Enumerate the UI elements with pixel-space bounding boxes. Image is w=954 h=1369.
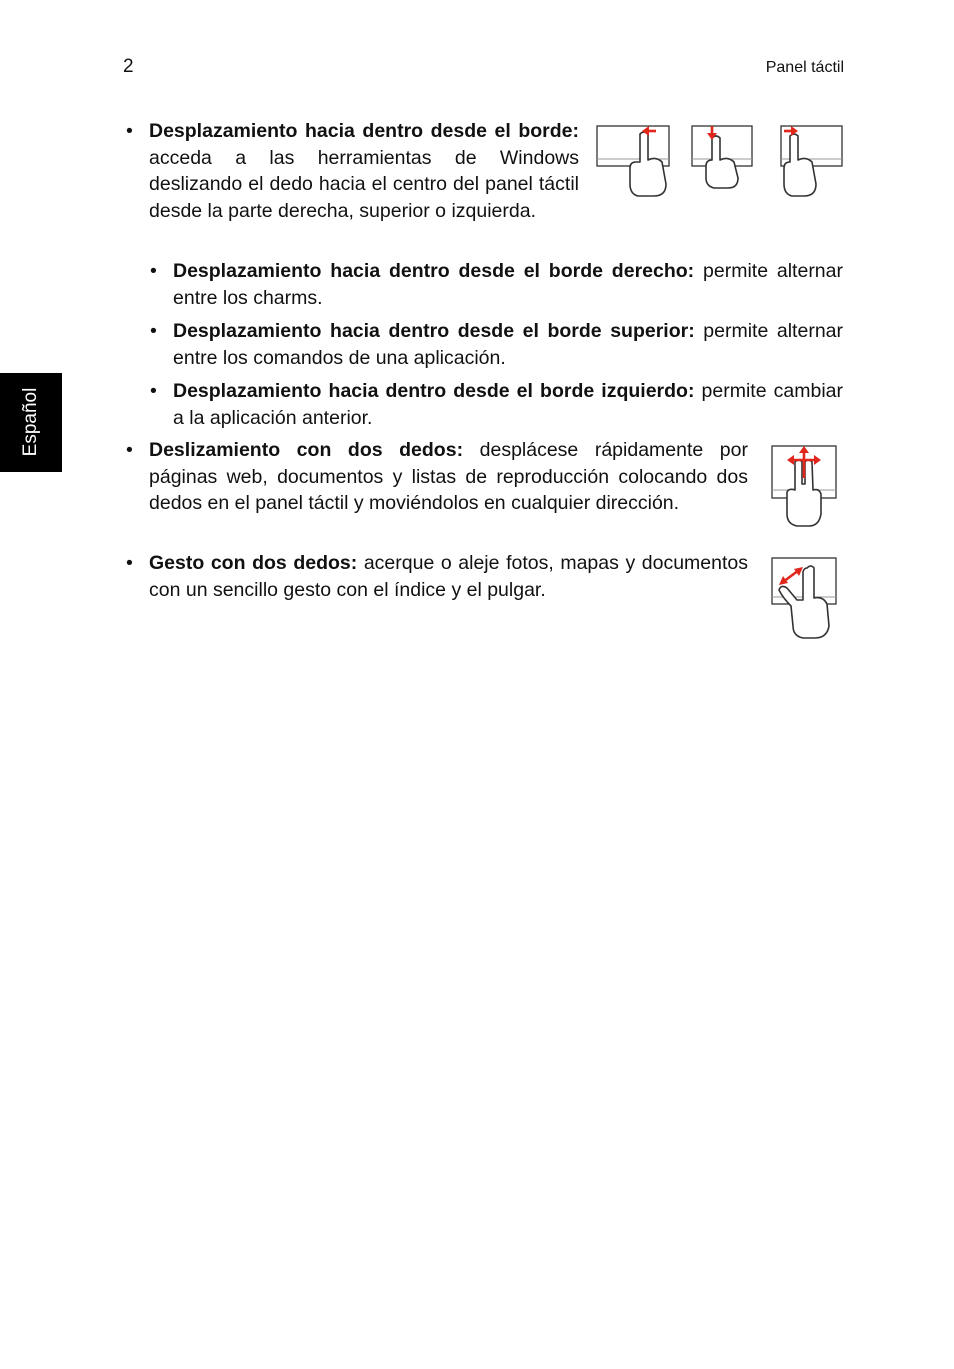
item-description: desplácese rápidamente por páginas web, documentos y listas de reproducción colocando dos dedos en el panel táctil y moviéndolos en cualquier dirección.	[149, 439, 748, 514]
item-description: permite alternar entre los comandos de una aplicación.	[173, 320, 843, 369]
pinch-zoom-icon	[771, 556, 839, 640]
language-tab-label: Español	[20, 387, 41, 457]
item-term: Desplazamiento hacia dentro desde el borde:	[149, 120, 579, 142]
item-term: Deslizamiento con dos dedos:	[149, 439, 464, 461]
bullet-marker: •	[150, 260, 157, 282]
list-item-top-edge	[150, 318, 843, 371]
list-item-edge-swipe	[126, 118, 579, 224]
bullet-marker: •	[150, 320, 157, 342]
swipe-top-edge-icon	[690, 124, 754, 190]
swipe-left-edge-icon	[780, 124, 844, 198]
page-number: 2	[123, 56, 134, 77]
item-description: acceda a las herramientas de Windows deslizando el dedo hacia el centro del panel táctil desde la parte derecha, superior o izquierda.	[149, 146, 579, 222]
language-tab	[0, 373, 62, 472]
two-finger-scroll-icon	[771, 444, 839, 528]
header-title: Panel táctil	[765, 59, 844, 76]
bullet-marker: •	[126, 120, 133, 142]
item-term: Desplazamiento hacia dentro desde el borde izquierdo:	[173, 380, 695, 402]
item-description: permite cambiar a la aplicación anterior.	[173, 380, 844, 429]
bullet-marker: •	[126, 552, 133, 574]
item-description: acerque o aleje fotos, mapas y documentos con un sencillo gesto con el índice y el pulgar.	[149, 552, 748, 601]
list-item-pinch	[126, 550, 748, 603]
list-item-right-edge	[150, 258, 843, 311]
bullet-marker: •	[126, 439, 133, 461]
bullet-marker: •	[150, 380, 157, 402]
swipe-right-edge-icon	[596, 124, 672, 198]
list-item-two-finger-scroll	[126, 437, 748, 517]
item-term: Desplazamiento hacia dentro desde el borde derecho:	[173, 260, 695, 282]
item-term: Gesto con dos dedos:	[149, 552, 358, 574]
item-term: Desplazamiento hacia dentro desde el borde superior:	[173, 320, 695, 342]
list-item-left-edge	[150, 378, 844, 431]
item-description: permite alternar entre los charms.	[173, 260, 843, 309]
